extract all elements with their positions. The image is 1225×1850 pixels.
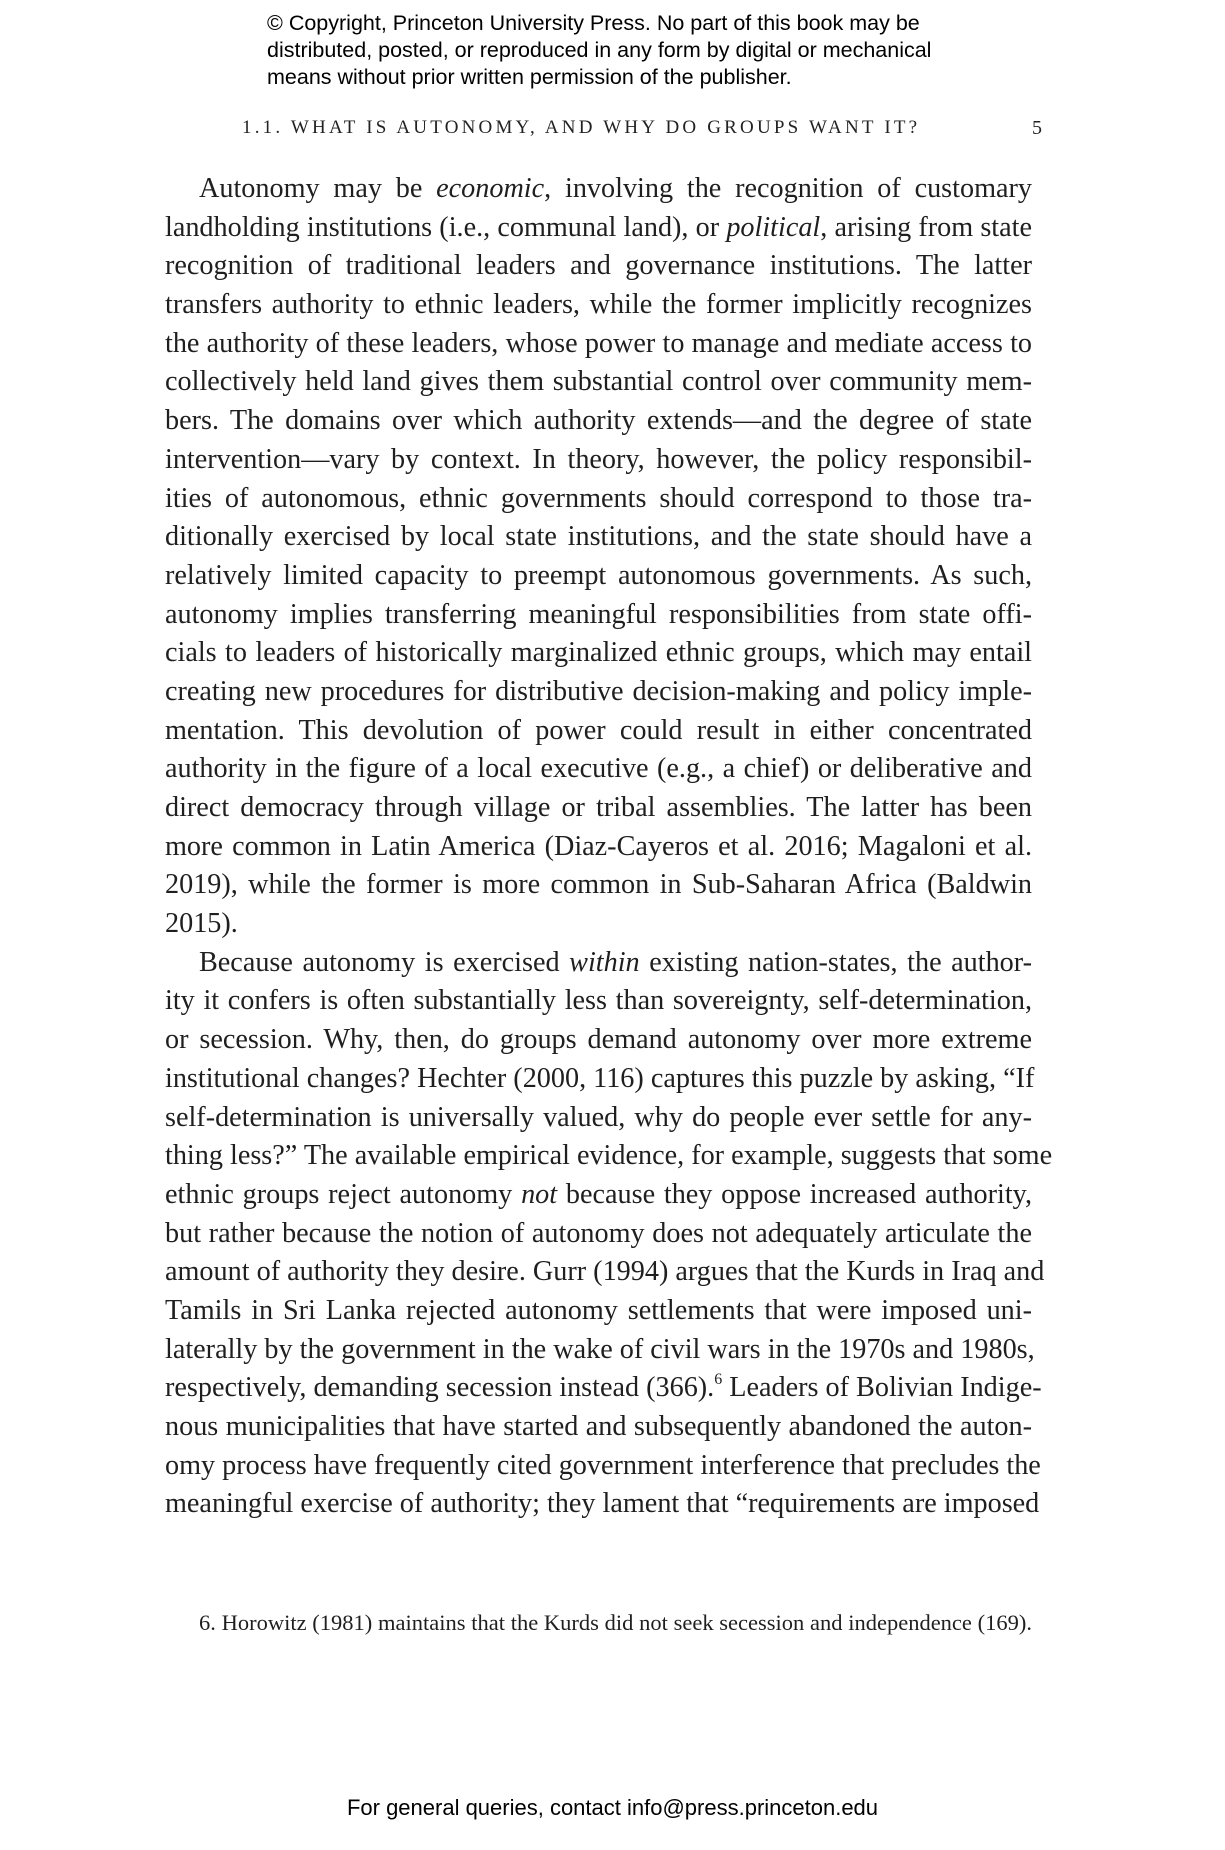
text-line: nous municipalities that have started and subsequently abandoned the auton- [165, 1411, 1032, 1442]
text-line: ities of autonomous, ethnic governments should correspond to those tra- [165, 482, 1032, 514]
emphasis: political [726, 211, 821, 243]
text-line: institutional changes? Hechter (2000, 116) captures this puzzle by asking, “If [165, 1062, 1035, 1094]
copyright-line: © Copyright, Princeton University Press. No part of this book may be [267, 11, 920, 35]
paragraph-1 [165, 170, 1032, 944]
text-line: landholding institutions (i.e., communal land), or political, arising from state [165, 211, 1032, 243]
text-line: Tamils in Sri Lanka rejected autonomy settlements that were imposed uni- [165, 1294, 1032, 1326]
text-line: mentation. This devolution of power could result in either concentrated [165, 714, 1032, 746]
text-line: ethnic groups reject autonomy not because they oppose increased authority, [165, 1178, 1032, 1210]
text-line: meaningful exercise of authority; they lament that “requirements are imposed [165, 1488, 1040, 1520]
text-line: the authority of these leaders, whose power to manage and mediate access to [165, 327, 1032, 359]
text-line: but rather because the notion of autonomy does not adequately articulate the [165, 1217, 1032, 1249]
copyright-line: means without prior written permission of the publisher. [267, 65, 792, 89]
text-line: recognition of traditional leaders and governance institutions. The latter [165, 250, 1032, 282]
text-line: ditionally exercised by local state institutions, and the state should have a [165, 521, 1032, 553]
footer-contact: For general queries, contact info@press.princeton.edu [346, 1795, 879, 1820]
text-line: direct democracy through village or tribal assemblies. The latter has been [165, 792, 1032, 823]
text-line: bers. The domains over which authority extends—and the degree of state [165, 405, 1032, 437]
running-head-title: 1.1. WHAT IS AUTONOMY, AND WHY DO GROUPS WANT IT? [242, 117, 921, 138]
text-line: 2015). [165, 908, 238, 940]
copyright-notice [267, 10, 1047, 91]
text-line: thing less?” The available empirical evidence, for example, suggests that some [165, 1140, 1053, 1172]
emphasis: not [521, 1178, 558, 1210]
text-line: omy process have frequently cited government interference that precludes the [165, 1449, 1041, 1481]
text-line: transfers authority to ethnic leaders, while the former implicitly recognizes [165, 289, 1032, 321]
body-text [165, 170, 1053, 1524]
copyright-line: distributed, posted, or reproduced in any form by digital or mechanical [267, 38, 932, 62]
text-line: autonomy implies transferring meaningful responsibilities from state offi- [165, 598, 1032, 630]
text-line: 2019), while the former is more common in Sub-Saharan Africa (Baldwin [165, 869, 1032, 901]
text-line: ity it confers is often substantially less than sovereignty, self-determination, [165, 985, 1032, 1017]
text-line: creating new procedures for distributive decision-making and policy imple- [165, 675, 1032, 707]
footnote: 6. Horowitz (1981) maintains that the Kurds did not seek secession and independence (169). [199, 1610, 1032, 1635]
emphasis: within [569, 946, 640, 978]
text-line: cials to leaders of historically marginalized ethnic groups, which may entail [165, 637, 1032, 669]
text-line: Autonomy may be economic, involving the recognition of customary [199, 173, 1032, 204]
text-line: authority in the figure of a local executive (e.g., a chief) or deliberative and [165, 753, 1032, 785]
text-line: Because autonomy is exercised within existing nation-states, the author- [199, 946, 1032, 978]
text-line: respectively, demanding secession instead (366).$^6$ Leaders of Bolivian Indige- [165, 1371, 1042, 1404]
emphasis: economic [436, 173, 545, 204]
footnote-ref[interactable]: 6 [714, 1371, 723, 1389]
text-line: intervention—vary by context. In theory, however, the policy responsibil- [165, 443, 1032, 475]
running-head [242, 113, 1042, 143]
text-line: self-determination is universally valued, why do people ever settle for any- [165, 1101, 1032, 1133]
text-line: more common in Latin America (Diaz-Cayeros et al. 2016; Magaloni et al. [165, 830, 1032, 862]
text-line: amount of authority they desire. Gurr (1994) argues that the Kurds in Iraq and [165, 1256, 1045, 1288]
text-line: or secession. Why, then, do groups demand autonomy over more extreme [165, 1024, 1032, 1056]
page-number: 5 [1032, 117, 1042, 139]
text-line: laterally by the government in the wake of civil wars in the 1970s and 1980s, [165, 1333, 1035, 1365]
paragraph-2 [165, 944, 1053, 1524]
text-line: relatively limited capacity to preempt autonomous governments. As such, [165, 559, 1032, 591]
text-line: collectively held land gives them substantial control over community mem- [165, 366, 1032, 398]
